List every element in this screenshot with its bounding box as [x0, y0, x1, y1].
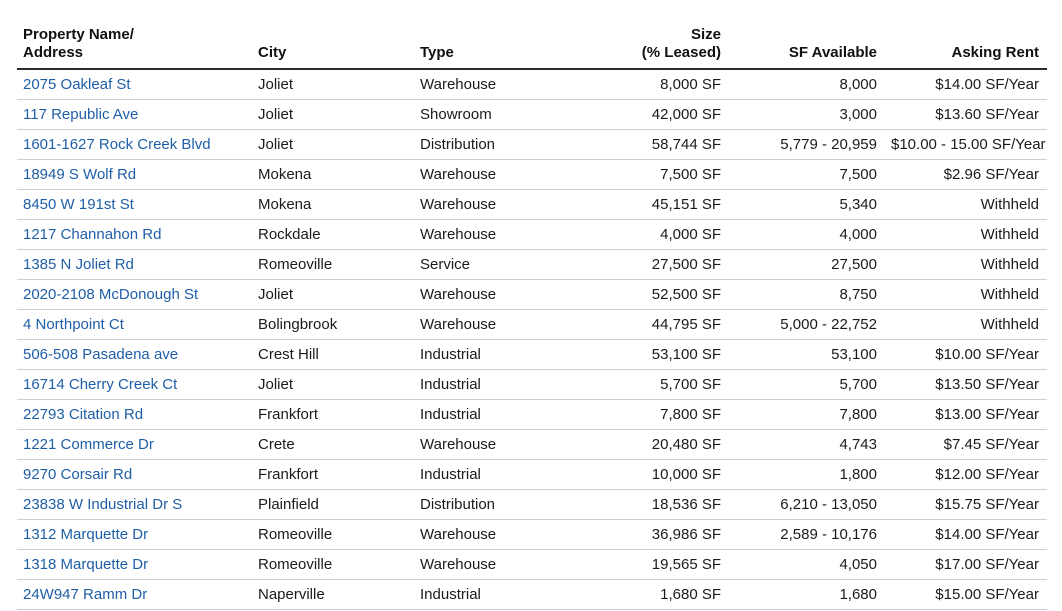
cell-city: Crest Hill — [252, 340, 414, 370]
property-link[interactable]: 22793 Citation Rd — [23, 406, 144, 423]
cell-sf-available: 3,000 — [729, 100, 885, 130]
property-link[interactable]: 18949 S Wolf Rd — [23, 166, 137, 183]
cell-asking-rent: $15.00 SF/Year — [885, 580, 1047, 610]
header-asking-rent: Asking Rent — [885, 18, 1047, 69]
cell-type: Warehouse — [414, 69, 564, 100]
table-row — [17, 190, 1047, 220]
cell-city: Bolingbrook — [252, 310, 414, 340]
cell-address — [17, 69, 252, 100]
property-link[interactable]: 1318 Marquette Dr — [23, 556, 149, 573]
cell-type: Warehouse — [414, 190, 564, 220]
cell-type: Industrial — [414, 340, 564, 370]
cell-asking-rent: $13.00 SF/Year — [885, 400, 1047, 430]
cell-address — [17, 430, 252, 460]
cell-size: 20,480 SF — [564, 430, 729, 460]
cell-asking-rent: $14.00 SF/Year — [885, 520, 1047, 550]
table-row — [17, 550, 1047, 580]
cell-asking-rent: $13.60 SF/Year — [885, 100, 1047, 130]
cell-asking-rent: $14.00 SF/Year — [885, 69, 1047, 100]
cell-city: Romeoville — [252, 520, 414, 550]
header-property — [17, 18, 252, 69]
cell-sf-available: 1,800 — [729, 460, 885, 490]
cell-asking-rent: $13.50 SF/Year — [885, 370, 1047, 400]
header-property-line2: Address — [23, 44, 84, 61]
cell-address — [17, 520, 252, 550]
cell-size: 44,795 SF — [564, 310, 729, 340]
cell-address — [17, 100, 252, 130]
cell-size: 42,000 SF — [564, 100, 729, 130]
cell-asking-rent: Withheld — [885, 250, 1047, 280]
cell-city: Frankfort — [252, 460, 414, 490]
cell-address — [17, 490, 252, 520]
property-table — [17, 18, 1047, 610]
table-row — [17, 370, 1047, 400]
cell-sf-available: 53,100 — [729, 340, 885, 370]
table-row — [17, 430, 1047, 460]
cell-type: Warehouse — [414, 160, 564, 190]
table-row — [17, 280, 1047, 310]
cell-city: Crete — [252, 430, 414, 460]
cell-size: 5,700 SF — [564, 370, 729, 400]
table-header — [17, 18, 1047, 69]
cell-sf-available: 5,000 - 22,752 — [729, 310, 885, 340]
cell-type: Showroom — [414, 100, 564, 130]
cell-sf-available: 2,589 - 10,176 — [729, 520, 885, 550]
cell-city: Joliet — [252, 280, 414, 310]
cell-city: Joliet — [252, 100, 414, 130]
cell-address — [17, 250, 252, 280]
cell-type: Distribution — [414, 490, 564, 520]
cell-sf-available: 27,500 — [729, 250, 885, 280]
table-row — [17, 490, 1047, 520]
table-row — [17, 69, 1047, 100]
cell-type: Warehouse — [414, 430, 564, 460]
cell-size: 10,000 SF — [564, 460, 729, 490]
cell-sf-available: 4,050 — [729, 550, 885, 580]
cell-address — [17, 550, 252, 580]
cell-type: Warehouse — [414, 550, 564, 580]
cell-address — [17, 280, 252, 310]
property-link[interactable]: 1221 Commerce Dr — [23, 436, 154, 453]
cell-size: 8,000 SF — [564, 69, 729, 100]
cell-size: 53,100 SF — [564, 340, 729, 370]
property-link[interactable]: 9270 Corsair Rd — [23, 466, 133, 483]
cell-type: Industrial — [414, 400, 564, 430]
cell-address — [17, 580, 252, 610]
property-link[interactable]: 2020-2108 McDonough St — [23, 286, 199, 303]
cell-asking-rent: $10.00 - 15.00 SF/Year — [885, 130, 1047, 160]
cell-size: 4,000 SF — [564, 220, 729, 250]
cell-sf-available: 1,680 — [729, 580, 885, 610]
cell-size: 27,500 SF — [564, 250, 729, 280]
cell-size: 1,680 SF — [564, 580, 729, 610]
table-body — [17, 69, 1047, 610]
cell-type: Warehouse — [414, 520, 564, 550]
cell-city: Naperville — [252, 580, 414, 610]
table-row — [17, 100, 1047, 130]
cell-asking-rent: $10.00 SF/Year — [885, 340, 1047, 370]
table-row — [17, 520, 1047, 550]
cell-asking-rent: $15.75 SF/Year — [885, 490, 1047, 520]
property-link[interactable]: 1217 Channahon Rd — [23, 226, 162, 243]
cell-size: 7,500 SF — [564, 160, 729, 190]
header-size-line1: Size — [690, 26, 721, 43]
cell-asking-rent: Withheld — [885, 280, 1047, 310]
table-row — [17, 460, 1047, 490]
cell-sf-available: 4,743 — [729, 430, 885, 460]
table-row — [17, 340, 1047, 370]
table-row — [17, 250, 1047, 280]
header-size — [564, 18, 729, 69]
table-row — [17, 220, 1047, 250]
header-city: City — [252, 18, 414, 69]
property-link[interactable]: 4 Northpoint Ct — [23, 316, 124, 333]
property-link[interactable]: 24W947 Ramm Dr — [23, 586, 148, 603]
property-link[interactable]: 2075 Oakleaf St — [23, 76, 131, 93]
cell-type: Warehouse — [414, 220, 564, 250]
cell-address — [17, 400, 252, 430]
cell-city: Plainfield — [252, 490, 414, 520]
property-link[interactable]: 16714 Cherry Creek Ct — [23, 376, 178, 393]
cell-type: Industrial — [414, 370, 564, 400]
cell-type: Industrial — [414, 580, 564, 610]
cell-city: Mokena — [252, 190, 414, 220]
cell-asking-rent: $2.96 SF/Year — [885, 160, 1047, 190]
cell-type: Distribution — [414, 130, 564, 160]
cell-asking-rent: Withheld — [885, 310, 1047, 340]
property-link[interactable]: 1385 N Joliet Rd — [23, 256, 134, 273]
header-property-line1: Property Name/ — [23, 26, 134, 43]
cell-size: 18,536 SF — [564, 490, 729, 520]
cell-sf-available: 8,000 — [729, 69, 885, 100]
cell-asking-rent: $17.00 SF/Year — [885, 550, 1047, 580]
cell-size: 58,744 SF — [564, 130, 729, 160]
cell-size: 7,800 SF — [564, 400, 729, 430]
cell-city: Rockdale — [252, 220, 414, 250]
cell-address — [17, 220, 252, 250]
header-type: Type — [414, 18, 564, 69]
cell-sf-available: 7,800 — [729, 400, 885, 430]
property-link[interactable]: 117 Republic Ave — [23, 106, 139, 123]
table-row — [17, 130, 1047, 160]
cell-address — [17, 340, 252, 370]
property-link[interactable]: 506-508 Pasadena ave — [23, 346, 179, 363]
cell-city: Joliet — [252, 370, 414, 400]
cell-city: Frankfort — [252, 400, 414, 430]
cell-address — [17, 460, 252, 490]
header-row — [17, 18, 1047, 69]
cell-type: Warehouse — [414, 310, 564, 340]
cell-type: Industrial — [414, 460, 564, 490]
cell-city: Romeoville — [252, 250, 414, 280]
cell-sf-available: 8,750 — [729, 280, 885, 310]
property-link[interactable]: 23838 W Industrial Dr S — [23, 496, 183, 513]
cell-address — [17, 370, 252, 400]
cell-type: Service — [414, 250, 564, 280]
cell-address — [17, 130, 252, 160]
cell-size: 52,500 SF — [564, 280, 729, 310]
cell-address — [17, 190, 252, 220]
cell-size: 36,986 SF — [564, 520, 729, 550]
cell-size: 45,151 SF — [564, 190, 729, 220]
cell-sf-available: 6,210 - 13,050 — [729, 490, 885, 520]
property-link[interactable]: 1601-1627 Rock Creek Blvd — [23, 136, 211, 153]
cell-sf-available: 5,700 — [729, 370, 885, 400]
table-row — [17, 400, 1047, 430]
header-size-line2: (% Leased) — [641, 44, 721, 61]
cell-city: Joliet — [252, 130, 414, 160]
cell-city: Romeoville — [252, 550, 414, 580]
table-row — [17, 160, 1047, 190]
cell-sf-available: 5,340 — [729, 190, 885, 220]
cell-asking-rent: $12.00 SF/Year — [885, 460, 1047, 490]
cell-asking-rent: $7.45 SF/Year — [885, 430, 1047, 460]
cell-city: Joliet — [252, 69, 414, 100]
cell-type: Warehouse — [414, 280, 564, 310]
cell-asking-rent: Withheld — [885, 220, 1047, 250]
cell-address — [17, 160, 252, 190]
table-row — [17, 580, 1047, 610]
cell-asking-rent: Withheld — [885, 190, 1047, 220]
cell-address — [17, 310, 252, 340]
cell-sf-available: 7,500 — [729, 160, 885, 190]
cell-sf-available: 4,000 — [729, 220, 885, 250]
cell-size: 19,565 SF — [564, 550, 729, 580]
cell-sf-available: 5,779 - 20,959 — [729, 130, 885, 160]
table-row — [17, 310, 1047, 340]
cell-city: Mokena — [252, 160, 414, 190]
property-link[interactable]: 8450 W 191st St — [23, 196, 134, 213]
header-sf-available: SF Available — [729, 18, 885, 69]
property-link[interactable]: 1312 Marquette Dr — [23, 526, 149, 543]
